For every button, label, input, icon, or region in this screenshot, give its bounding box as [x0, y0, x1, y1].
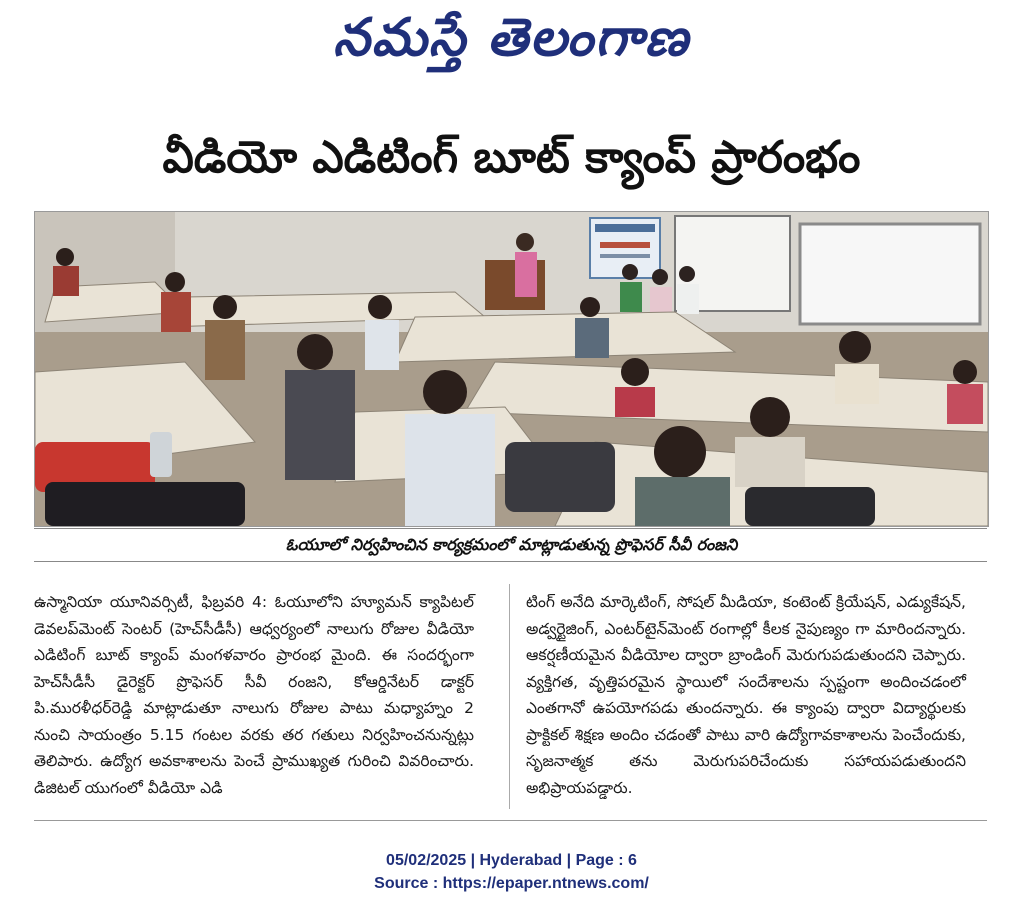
footer-dateline — [0, 850, 1023, 872]
footer-page: Page : 6 — [575, 852, 637, 869]
photo-caption: ఓయూలో నిర్వహించిన కార్యక్రమంలో మాట్లాడుతున్న ప్రొఫెసర్ సీవీ రంజని — [285, 535, 738, 554]
article-column-right: టింగ్ అనేది మార్కెటింగ్, సోషల్ మీడియా, కంటెంట్ క్రియేషన్, ఎడ్యుకేషన్, అడ్వర్టైజింగ్, ఎంటర్‌టైన్‌మెంట్ రంగాల్లో కీలక నైపుణ్యం గా మారిందన్నారు. ఆకర్షణీయమైన వీడియోల ద్వారా బ్రాండింగ్ మెరుగుపడుతుందని చెప్పారు. వ్యక్తిగత, వృత్తిపరమైన స్థాయిలో సందేశాలను స్పష్టంగా అందించడంలో ఎంతగానో ఉపయోగపడు తుందన్నారు. ఈ క్యాంపు ద్వారా విద్యార్థులకు ప్రాక్టికల్ శిక్షణ అందిం చడంతో పాటు వారి ఉద్యోగావకాశాలను పెంచేందుకు, సృజనాత్మక తను మెరుగుపరిచేందుకు సహాయపడుతుందని అభిప్రాయపడ్డారు. — [526, 593, 966, 797]
caption-rule-top — [34, 528, 987, 529]
footer-separator: | — [470, 852, 480, 869]
classroom-photo — [34, 211, 989, 527]
footer-source[interactable]: Source : https://epaper.ntnews.com/ — [374, 875, 649, 892]
caption-rule-bottom — [34, 561, 987, 562]
footer-separator: | — [566, 852, 576, 869]
article-column-left: ఉస్మానియా యూనివర్సిటీ, ఫిబ్రవరి 4: ఓయూలోని హ్యూమన్ క్యాపిటల్ డెవలప్‌మెంట్ సెంటర్ (హెచ్‌సీడీసీ) ఆధ్వర్యంలో నాలుగు రోజుల వీడియో ఎడిటింగ్ బూట్ క్యాంప్ మంగళవారం ప్రారంభ మైంది. ఈ సందర్భంగా హెచ్‌సీడీసీ డైరెక్టర్ ప్రొఫెసర్ సీవీ రంజని, కోఆర్డినేటర్ డాక్టర్ పి.మురళీధర్‌రెడ్డి మాట్లాడుతూ నాలుగు రోజుల పాటు మధ్యాహ్నం 2 నుంచి సాయంత్రం 5.15 గంటల వరకు తర గతులు నిర్వహించనున్నట్లు తెలిపారు. ఉద్యోగ అవకాశాలను పెంచే ప్రాముఖ్యత గురించి వివరించారు. డిజిటల్ యుగంలో వీడియో ఎడి — [34, 593, 474, 797]
footer-rule — [34, 820, 987, 821]
footer-city: Hyderabad — [479, 852, 563, 869]
article-headline: వీడియో ఎడిటింగ్ బూట్ క్యాంప్ ప్రారంభం — [162, 132, 861, 183]
footer-date: 05/02/2025 — [386, 852, 467, 869]
newspaper-masthead: నమస్తే తెలంగాణ — [333, 8, 690, 68]
column-divider — [509, 584, 510, 809]
